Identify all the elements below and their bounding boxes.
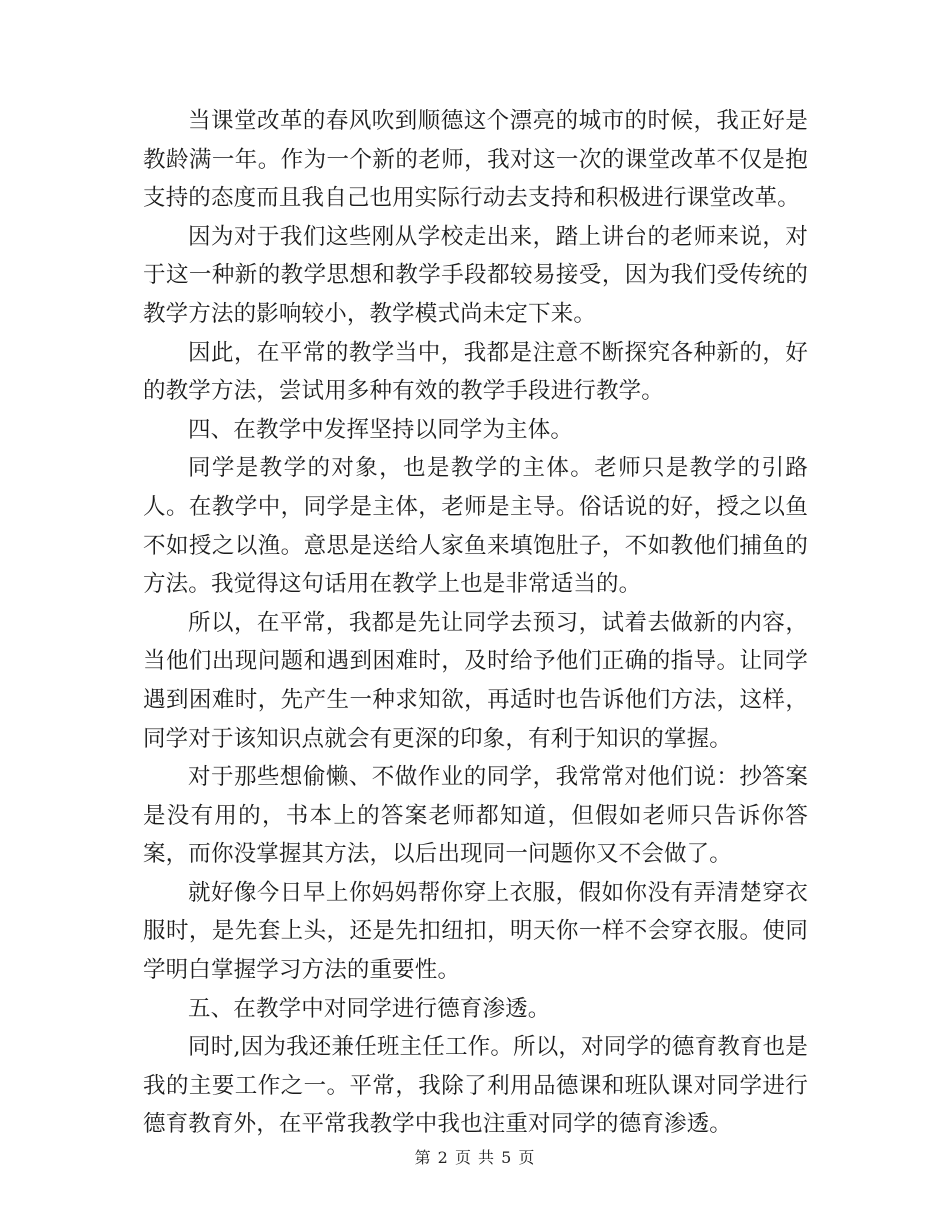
page-number-footer: 第 2 页 共 5 页	[414, 1148, 536, 1167]
paragraph: 对于那些想偷懒、不做作业的同学，我常常对他们说：抄答案是没有用的，书本上的答案老师都知道，但假如老师只告诉你答案，而你没掌握其方法，以后出现同一问题你又不会做了。	[143, 764, 808, 868]
paragraph: 当课堂改革的春风吹到顺德这个漂亮的城市的时候，我正好是教龄满一年。作为一个新的老师，我对这一次的课堂改革不仅是抱支持的态度而且我自己也用实际行动去支持和积极进行课堂改革。	[143, 108, 808, 212]
paragraph: 因此，在平常的教学当中，我都是注意不断探究各种新的，好的教学方法，尝试用多种有效的教学手段进行教学。	[143, 339, 808, 405]
section-heading: 四、在教学中发挥坚持以同学为主体。	[188, 416, 574, 443]
section-heading: 五、在教学中对同学进行德育渗透。	[188, 995, 551, 1022]
document-body	[143, 102, 808, 1144]
paragraph: 同时,因为我还兼任班主任工作。所以，对同学的德育教育也是我的主要工作之一。平常，我除了利用品德课和班队课对同学进行德育教育外，在平常我教学中我也注重对同学的德育渗透。	[143, 1034, 808, 1138]
paragraph: 因为对于我们这些刚从学校走出来，踏上讲台的老师来说，对于这一种新的教学思想和教学手段都较易接受，因为我们受传统的教学方法的影响较小，教学模式尚未定下来。	[143, 223, 808, 327]
paragraph: 同学是教学的对象，也是教学的主体。老师只是教学的引路人。在教学中，同学是主体，老师是主导。俗话说的好，授之以鱼不如授之以渔。意思是送给人家鱼来填饱肚子，不如教他们捕鱼的方法。我觉得这句话用在教学上也是非常适当的。	[143, 455, 808, 598]
paragraph: 所以，在平常，我都是先让同学去预习，试着去做新的内容，当他们出现问题和遇到困难时，及时给予他们正确的指导。让同学遇到困难时，先产生一种求知欲，再适时也告诉他们方法，这样，同学对于该知识点就会有更深的印象，有利于知识的掌握。	[143, 609, 808, 752]
paragraph: 就好像今日早上你妈妈帮你穿上衣服，假如你没有弄清楚穿衣服时，是先套上头，还是先扣纽扣，明天你一样不会穿衣服。使同学明白掌握学习方法的重要性。	[143, 879, 808, 984]
